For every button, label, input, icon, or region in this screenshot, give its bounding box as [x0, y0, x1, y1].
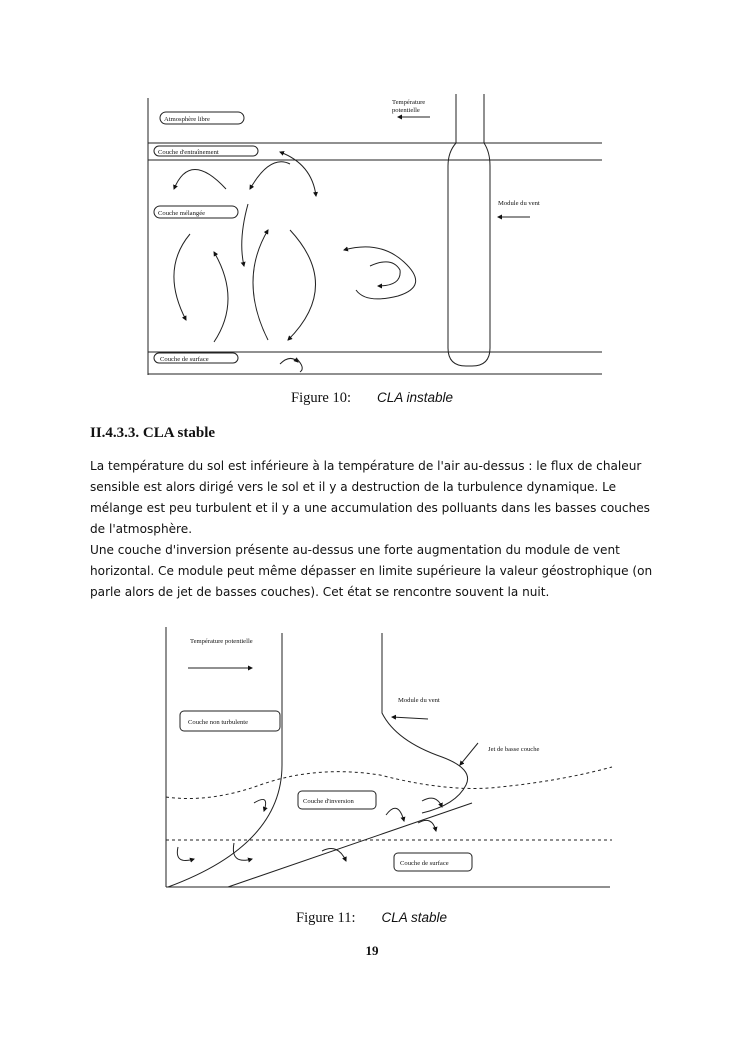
- fig10-eddy: [250, 162, 290, 189]
- fig11-eddy: [386, 808, 404, 821]
- fig11-inversion-top: [166, 767, 612, 799]
- fig10-label-entrainment: Couche d'entraînement: [158, 149, 219, 156]
- fig11-label-low-jet: Jet de basse couche: [488, 746, 540, 753]
- fig10-label-mixed: Couche mélangée: [158, 210, 206, 217]
- fig10-eddy: [242, 204, 248, 266]
- fig11-label-wind: Module du vent: [398, 697, 440, 704]
- fig11-label-non-turbulent: Couche non turbulente: [188, 719, 249, 726]
- paragraph: La température du sol est inférieure à la température de l'air au-dessus : le flux de chaleur sensible est alors dirigé vers le sol et il y a destruction de la turbulence dynamique. Le mélange est peu turbulent et il y a une accumulation des polluants dans les basses couches de l'atmosphère.: [90, 459, 650, 536]
- fig10-eddy: [344, 247, 416, 299]
- fig11-label-inversion: Couche d'inversion: [303, 798, 354, 805]
- fig10-eddy: [288, 230, 316, 340]
- fig10-label-surface: Couche de surface: [160, 356, 209, 363]
- fig10-label-potential-temp-1: Température: [392, 99, 426, 106]
- fig10-label-potential-temp-2: potentielle: [392, 107, 420, 114]
- fig11-eddy: [254, 799, 266, 811]
- fig11-eddy: [422, 798, 442, 807]
- section-body: [90, 456, 665, 603]
- fig10-eddy: [296, 358, 302, 372]
- fig11-potential-temp-profile: [168, 633, 282, 887]
- fig10-eddy: [174, 234, 190, 320]
- fig10-eddy: [280, 152, 316, 196]
- fig11-label-surface: Couche de surface: [400, 860, 449, 867]
- figure-11-diagram: [160, 625, 615, 890]
- page-number: 19: [365, 943, 379, 958]
- figure-11-caption: [296, 910, 447, 927]
- paragraph: Une couche d'inversion présente au-dessus une forte augmentation du module de vent horizontal. Ce module peut même dépasser en limite supérieure la valeur géostrophique (on parle alors de jet de basses couches). Cet état se rencontre souvent la nuit.: [90, 543, 653, 599]
- fig10-label-free-atmosphere: Atmosphère libre: [164, 116, 210, 123]
- fig10-potential-temp-profile: [448, 94, 490, 366]
- fig10-eddy: [214, 252, 228, 342]
- section-heading: II.4.3.3. CLA stable: [90, 425, 216, 441]
- fig11-eddy: [177, 847, 194, 861]
- fig10-eddy: [174, 170, 226, 190]
- fig10-label-wind: Module du vent: [498, 200, 540, 207]
- fig11-wind-profile: [382, 633, 468, 813]
- figure-11-caption-title: CLA stable: [381, 910, 448, 925]
- fig11-eddy: [418, 820, 436, 831]
- fig11-label-potential-temp: Température potentielle: [190, 638, 253, 645]
- figure-10-caption: [291, 390, 453, 407]
- figure-10-caption-number: Figure 10:: [291, 390, 352, 406]
- fig10-eddy: [253, 230, 268, 340]
- figure-10-caption-title: CLA instable: [377, 390, 454, 405]
- figure-11-caption-number: Figure 11:: [296, 910, 356, 926]
- figure-10-diagram: [130, 90, 605, 378]
- fig10-eddy: [370, 262, 400, 286]
- fig10-eddy: [280, 358, 298, 364]
